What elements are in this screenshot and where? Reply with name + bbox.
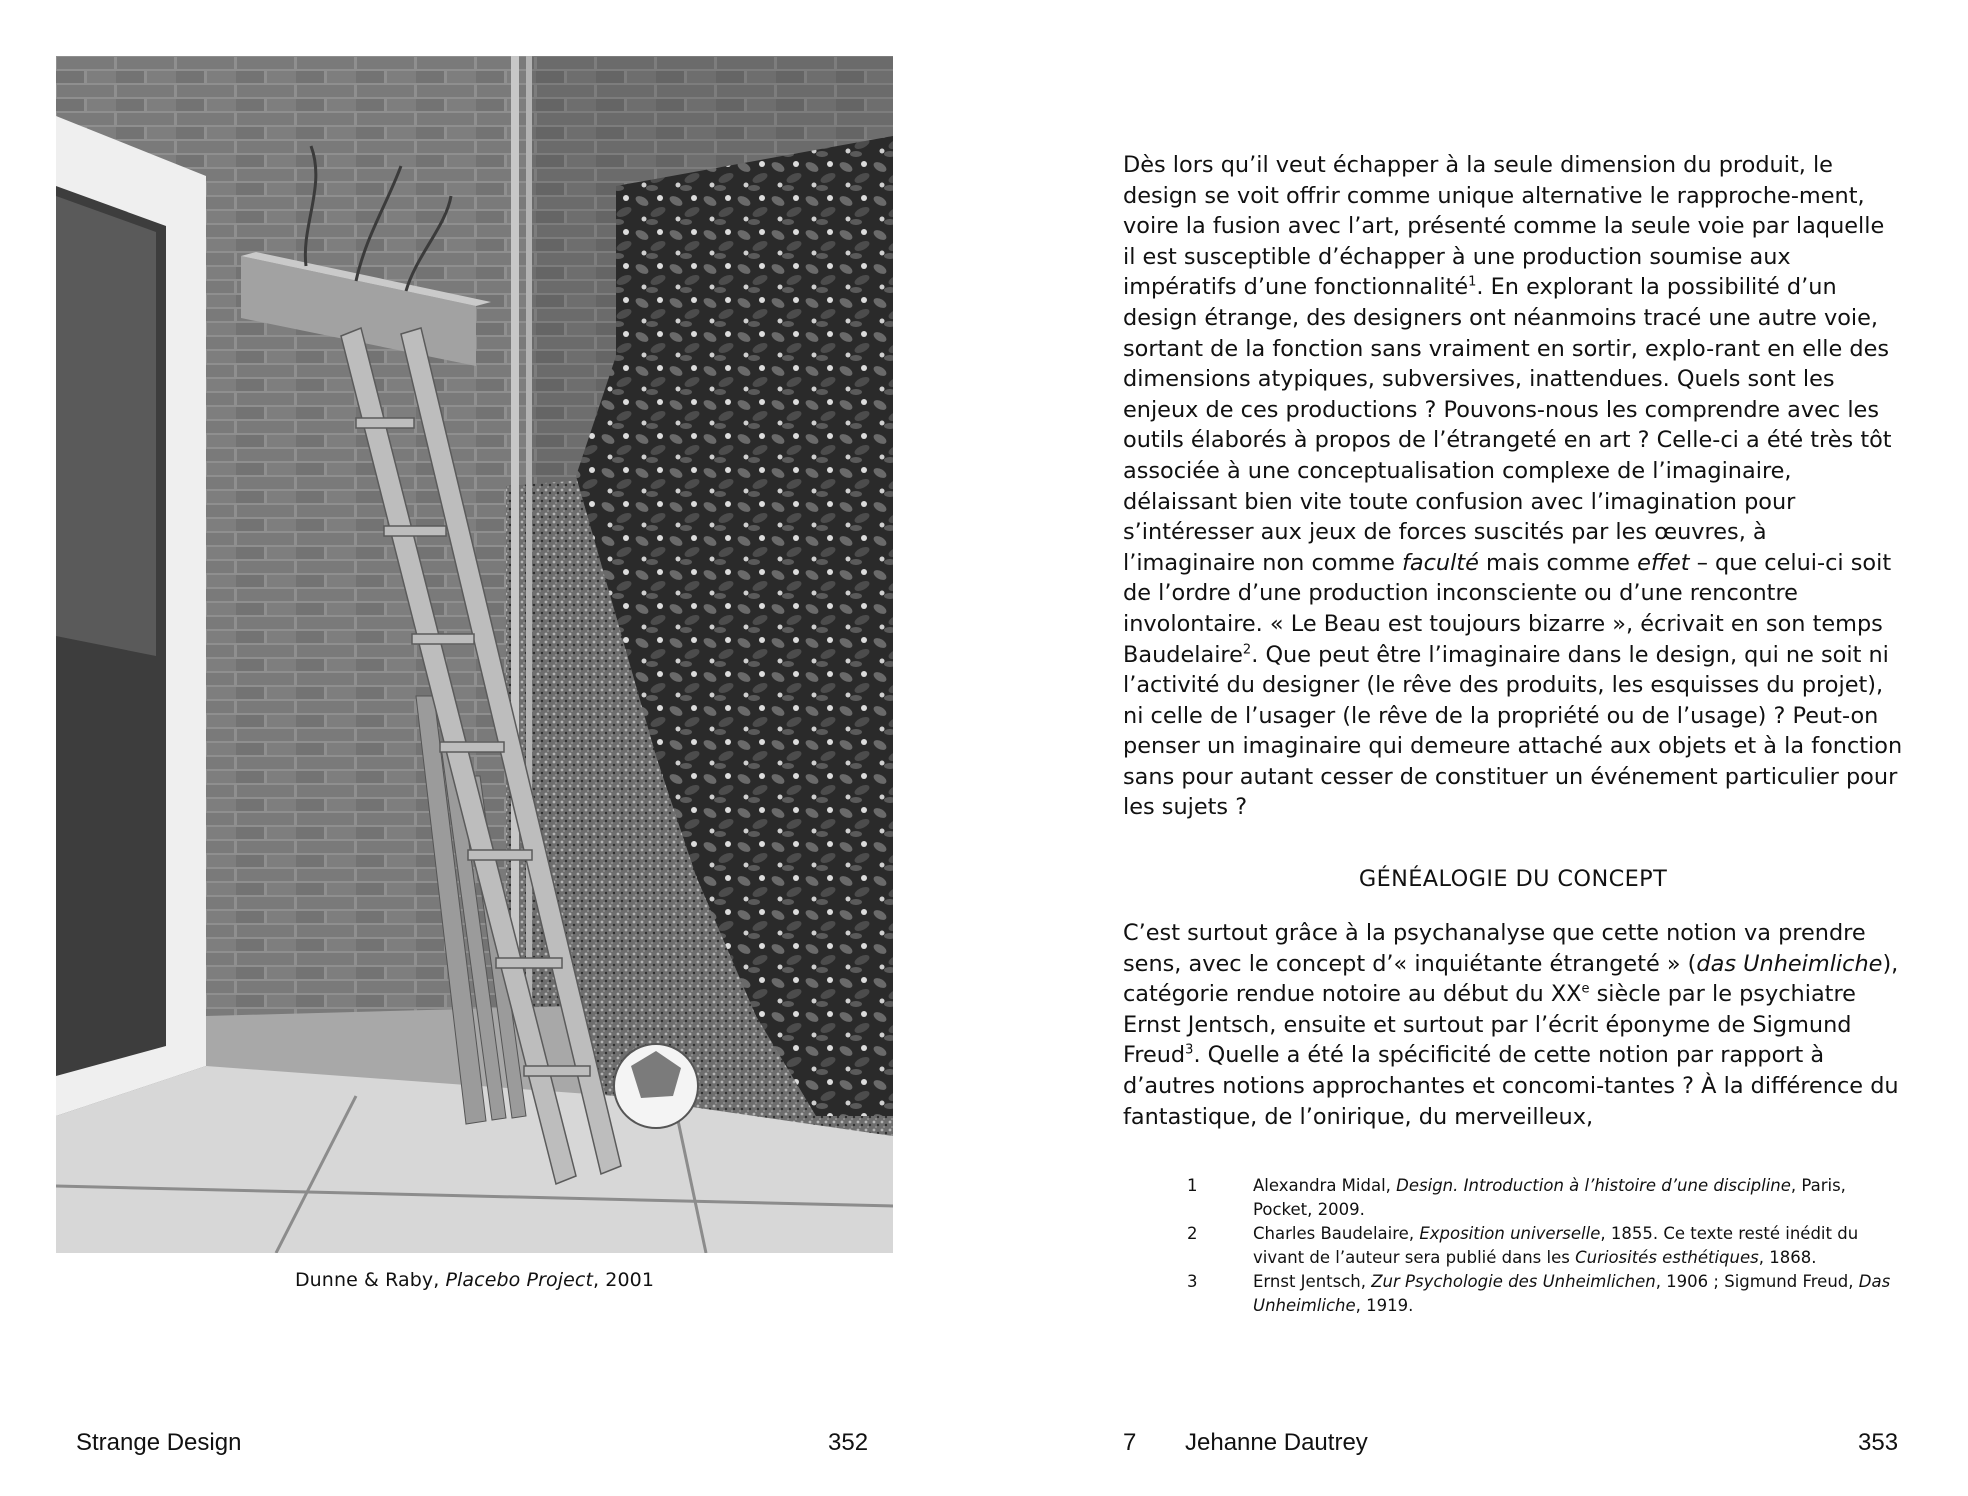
author-name: Jehanne Dautrey [1185, 1429, 1368, 1456]
paragraph-1: Dès lors qu’il veut échapper à la seule dimension du produit, le design se voit offrir comme unique alternative le rapproche-ment, voire la fusion avec l’art, présenté comme la seule voie par laquelle il est susceptible d’échapper à une production soumise aux impératifs d’une fonctionnalité$^1$. En explorant la possibilité d’un design étrange, des designers ont néanmoins tracé une autre voie, sortant de la fonction sans vraiment en sortir, explo-rant en elle des dimensions atypiques, subversives, inattendues. Quels sont les enjeux de ces productions ? Pouvons-nous les comprendre avec les outils élaborés à propos de l’étrangeté en art ? Celle-ci a été très tôt associée à une conceptualisation complexe de l’imaginaire, délaissant bien vite toute confusion avec l’imagination pour s’intéresser aux jeux de forces suscités par les œuvres, à l’imaginaire non comme faculté mais comme effet – que celui-ci soit de l’ordre d’une production inconsciente ou d’une rencontre involontaire. « Le Beau est toujours bizarre », écrivait en son temps Baudelaire$^2$. Que peut être l’imaginaire dans le design, qui ne soit ni l’activité du designer (le rêve des produits, les esquisses du projet), ni celle de l’usager (le rêve de la propriété ou de l’usage) ? Peut-on penser un imaginaire qui demeure attaché aux objets et à la fonction sans pour autant cesser de constituer un événement particulier pour les sujets ? [1123, 152, 1903, 821]
photo-illustration [56, 56, 893, 1253]
running-title: Strange Design [76, 1429, 242, 1456]
page-number-left: 352 [828, 1429, 869, 1456]
chapter-number: 7 [1123, 1429, 1137, 1456]
photograph-placebo-project [56, 56, 893, 1253]
footnotes [1187, 1174, 1907, 1318]
photo-caption [56, 1268, 893, 1292]
caption-work-title: Placebo Project [445, 1269, 593, 1291]
footnote-1: 1 Alexandra Midal, Design. Introduction à l’histoire d’une discipline, Paris, Pocket, 2009. [1187, 1176, 1846, 1219]
page-number-right: 353 [1858, 1429, 1899, 1456]
footnote-ref-3[interactable]: 3 [1185, 1042, 1194, 1058]
footnote-ref-2[interactable]: 2 [1242, 642, 1252, 658]
footnote-ref-1[interactable]: 1 [1468, 274, 1477, 290]
footnote-3: 3 Ernst Jentsch, Zur Psychologie des Unheimlichen, 1906 ; Sigmund Freud, Das Unheimliche, 1919. [1187, 1272, 1891, 1315]
footnote-2: 2 Charles Baudelaire, Exposition universelle, 1855. Ce texte resté inédit du vivant de l’auteur sera publié dans les Curiosités esthétiques, 1868. [1187, 1224, 1859, 1267]
paragraph-2: C’est surtout grâce à la psychanalyse que cette notion va prendre sens, avec le concept d’« inquiétante étrangeté » (das Unheimliche), catégorie rendue notoire au début du XXe siècle par le psychiatre Ernst Jentsch, ensuite et surtout par l’écrit éponyme de Sigmund Freud$^3$. Quelle a été la spécificité de cette notion par rapport à d’autres notions approchantes et concomi-tantes ? À la différence du fantastique, de l’onirique, du merveilleux, [1123, 920, 1899, 1130]
caption-year: , 2001 [593, 1269, 655, 1291]
caption-authors: Dunne & Raby, [294, 1269, 446, 1291]
section-heading: GÉNÉALOGIE DU CONCEPT [1358, 866, 1668, 892]
